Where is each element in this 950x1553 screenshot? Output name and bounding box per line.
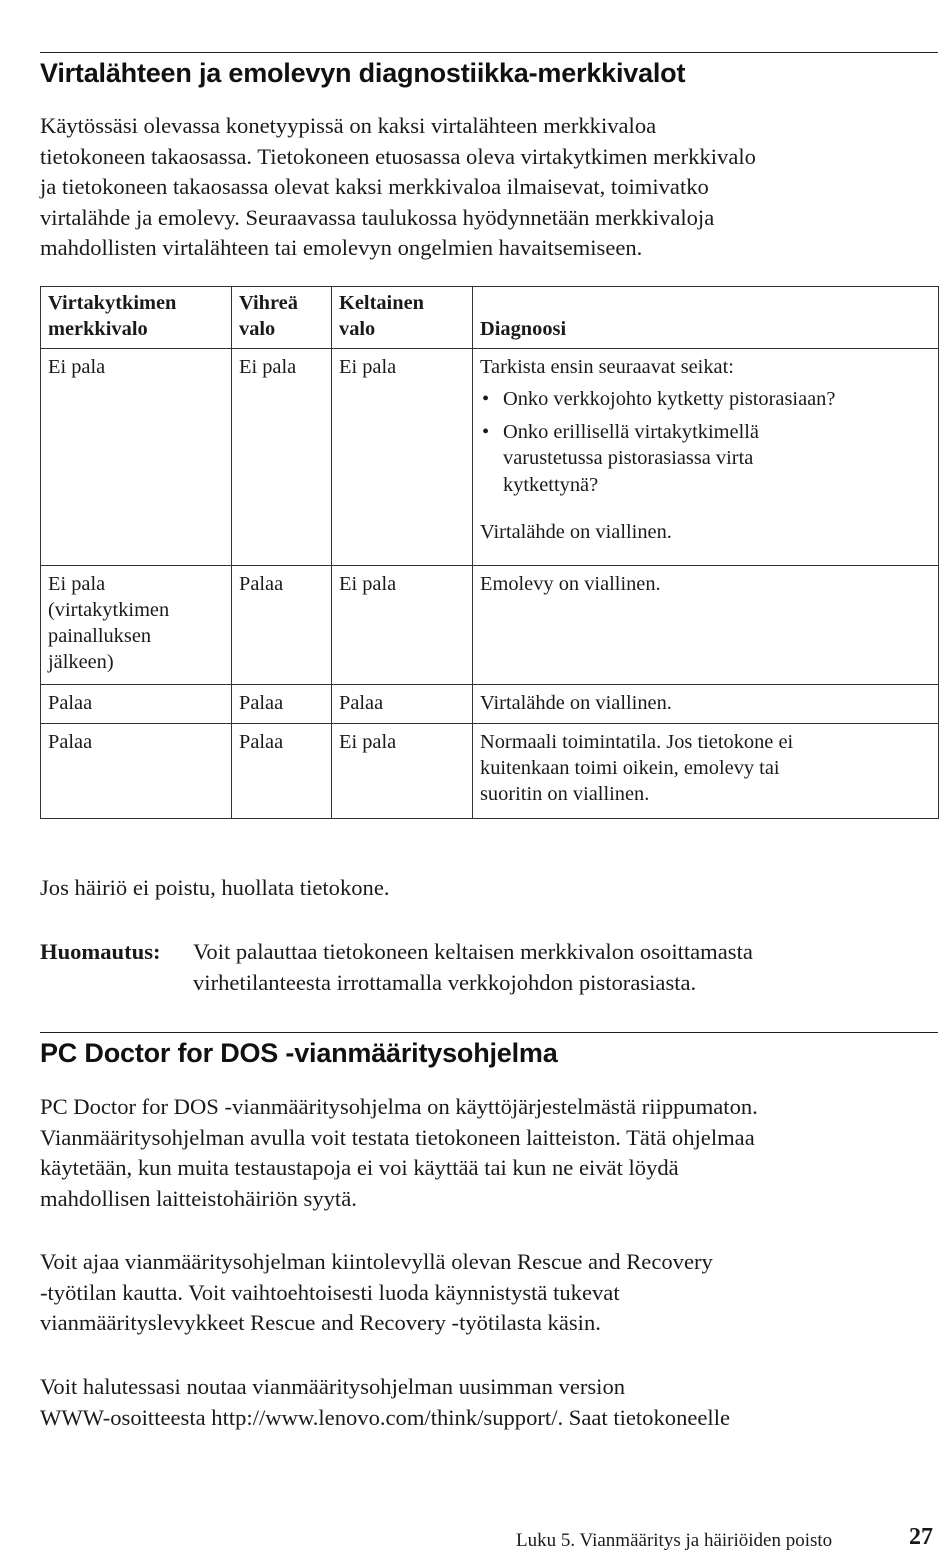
text-line: mahdollisen laitteistohäiriön syytä. — [40, 1185, 357, 1211]
cell-diagnosis — [473, 684, 939, 723]
text-line: Vianmääritysohjelman avulla voit testata tietokoneen laitteiston. Tätä ohjelmaa — [40, 1124, 755, 1150]
cell-power-led — [41, 565, 232, 684]
cell-yellow-led: Palaa — [332, 684, 473, 723]
cell-diagnosis — [473, 348, 939, 565]
cell-line: Onko verkkojohto kytketty pistorasiaan? — [503, 387, 836, 410]
section-heading-pc-doctor: PC Doctor for DOS -vianmääritysohjelma — [40, 1038, 558, 1068]
cell-line: Ei pala — [48, 572, 106, 595]
cell-line: Palaa — [48, 691, 93, 714]
section-rule-top — [40, 1032, 938, 1033]
cell-green-led: Ei pala — [232, 348, 332, 565]
cell-yellow-led: Ei pala — [332, 723, 473, 818]
page-number: 27 — [909, 1524, 933, 1550]
text-line: ja tietokoneen takaosassa olevat kaksi merkkivaloa ilmaisevat, toimivatko — [40, 174, 709, 199]
text-line: vianmäärityslevykkeet Rescue and Recovery -työtilasta käsin. — [40, 1310, 601, 1335]
checklist — [480, 386, 931, 498]
header-line: merkkivalo — [48, 318, 148, 341]
service-paragraph — [40, 873, 940, 904]
cell-line: Normaali toimintatila. Jos tietokone ei — [480, 730, 794, 753]
cell-power-led — [41, 723, 232, 818]
cell-line: (virtakytkimen — [48, 598, 170, 621]
download-paragraph — [40, 1372, 940, 1433]
list-item — [480, 386, 931, 412]
cell-green-led: Palaa — [232, 684, 332, 723]
text-line: -työtilan kautta. Voit vaihtoehtoisesti luoda käynnistystä tukevat — [40, 1279, 620, 1305]
intro-paragraph — [40, 111, 940, 264]
text-line: virtalähde ja emolevy. Seuraavassa taulukossa hyödynnetään merkkivaloja — [40, 204, 715, 230]
cell-power-led — [41, 684, 232, 723]
cell-yellow-led: Ei pala — [332, 348, 473, 565]
section-rule-top — [40, 52, 938, 53]
header-diagnosis — [473, 287, 939, 349]
note-label: Huomautus: — [40, 939, 161, 964]
header-line: valo — [339, 318, 376, 341]
header-line: Keltainen — [339, 292, 424, 314]
cell-line: Palaa — [48, 730, 93, 753]
cell-yellow-led: Ei pala — [332, 565, 473, 684]
table-row — [41, 684, 939, 723]
bullet-icon: • — [482, 387, 490, 410]
list-item — [480, 419, 931, 498]
header-line: Virtakytkimen — [48, 292, 177, 314]
section-heading-power-supply: Virtalähteen ja emolevyn diagnostiikka-merkkivalot — [40, 58, 686, 88]
note-text — [193, 937, 753, 998]
table-row — [41, 565, 939, 684]
table-header-row — [41, 287, 939, 349]
header-green-led — [232, 287, 332, 349]
text-line: Voit palauttaa tietokoneen keltaisen merkkivalon osoittamasta — [193, 939, 753, 964]
cell-green-led: Palaa — [232, 565, 332, 684]
cell-diagnosis — [473, 723, 939, 818]
bullet-icon: • — [482, 421, 490, 444]
text-line: tietokoneen takaosassa. Tietokoneen etuosassa oleva virtakytkimen merkkivalo — [40, 143, 756, 169]
diagnosis-intro: Tarkista ensin seuraavat seikat: — [480, 355, 734, 378]
table-row — [41, 723, 939, 818]
cell-line: Onko erillisellä virtakytkimellä — [503, 421, 759, 444]
cell-line: varustetussa pistorasiassa virta — [503, 447, 754, 470]
text-line: virhetilanteesta irrottamalla verkkojohdon pistorasiasta. — [193, 969, 697, 995]
header-line: Diagnoosi — [480, 318, 567, 341]
footer-chapter-title: Luku 5. Vianmääritys ja häiriöiden poisto — [516, 1530, 833, 1551]
cell-line: Emolevy on viallinen. — [480, 572, 661, 595]
text-line: Käytössäsi olevassa konetyypissä on kaksi virtalähteen merkkivaloa — [40, 113, 657, 138]
header-line: valo — [239, 318, 276, 341]
cell-diagnosis — [473, 565, 939, 684]
cell-line: kytkettynä? — [503, 473, 599, 496]
diagnosis-result: Virtalähde on viallinen. — [480, 521, 672, 544]
text-line: mahdollisten virtalähteen tai emolevyn ongelmien havaitsemiseen. — [40, 235, 643, 260]
cell-green-led: Palaa — [232, 723, 332, 818]
rescue-recovery-paragraph — [40, 1247, 940, 1339]
cell-line: Ei pala — [48, 355, 106, 378]
cell-line: suoritin on viallinen. — [480, 783, 650, 806]
text-line: Voit halutessasi noutaa vianmääritysohjelman uusimman version — [40, 1374, 626, 1399]
cell-line: painalluksen — [48, 625, 152, 648]
text-line: Voit ajaa vianmääritysohjelman kiintolevyllä olevan Rescue and Recovery — [40, 1249, 713, 1274]
table-row — [41, 348, 939, 565]
cell-line: kuitenkaan toimi oikein, emolevy tai — [480, 756, 780, 779]
text-line: WWW-osoitteesta http://www.lenovo.com/think/support/. Saat tietokoneelle — [40, 1404, 731, 1430]
diagnostics-table — [40, 286, 939, 819]
text-line: käytetään, kun muita testaustapoja ei voi käyttää tai kun ne eivät löydä — [40, 1155, 679, 1180]
text-line: PC Doctor for DOS -vianmääritysohjelma on käyttöjärjestelmästä riippumaton. — [40, 1094, 758, 1119]
cell-line: Virtalähde on viallinen. — [480, 691, 672, 714]
cell-power-led — [41, 348, 232, 565]
header-yellow-led — [332, 287, 473, 349]
cell-line: jälkeen) — [48, 651, 114, 674]
header-line: Vihreä — [239, 292, 298, 314]
pc-doctor-paragraph — [40, 1092, 940, 1214]
text-line: Jos häiriö ei poistu, huollata tietokone. — [40, 875, 390, 900]
header-power-led — [41, 287, 232, 349]
